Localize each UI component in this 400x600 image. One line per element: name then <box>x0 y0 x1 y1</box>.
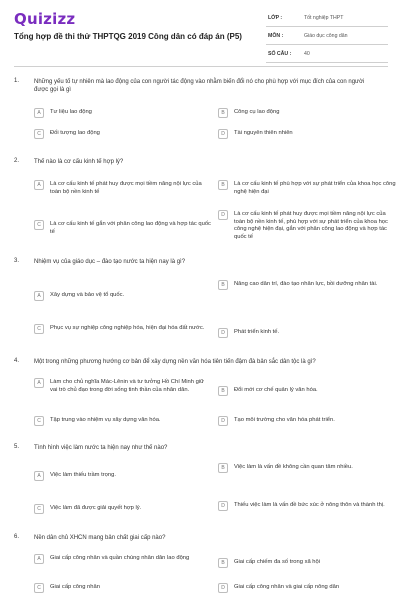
option-text: Xây dựng và bảo vệ tổ quốc. <box>50 292 125 298</box>
option-text: Giai cấp công nhân và quần chúng nhân dân lao động <box>50 555 190 561</box>
meta-row-question-count <box>266 48 388 63</box>
option-letter-box: C <box>34 583 44 593</box>
option-text: Phục vụ sự nghiệp công nghiệp hóa, hiện đại hóa đất nước. <box>50 325 205 331</box>
option-text: Thiếu việc làm là vấn đề bức xúc ở nông thôn và thành thị. <box>234 502 385 508</box>
meta-row-class <box>266 12 388 27</box>
option-letter-box: B <box>218 463 228 473</box>
option-text: Tập trung vào nhiệm vụ xây dựng văn hóa. <box>50 417 161 423</box>
question-number: 1. <box>14 78 20 84</box>
question-text: Tình hình việc làm nước ta hiện nay như thế nào? <box>34 445 168 451</box>
option-letter-box: A <box>34 291 44 301</box>
meta-label: MÔN : <box>268 33 284 39</box>
option-letter-box: A <box>34 554 44 564</box>
option-letter-box: A <box>34 378 44 388</box>
option-letter-box: D <box>218 129 228 139</box>
question-text: Nền dân chủ XHCN mang bản chất giai cấp nào? <box>34 535 166 541</box>
option-text: Là cơ cấu kinh tế gắn với phân công lao động và hợp tác quốc tế <box>50 221 211 235</box>
question-text: Những yếu tố tự nhiên mà lao động của con người tác động vào nhằm biến đổi nó cho phù hợp với mục đích của con người được gọi là gì <box>34 79 365 93</box>
option-text: Đổi mới cơ chế quản lý văn hóa. <box>234 387 318 393</box>
option-text: Nâng cao dân trí, đào tạo nhân lực, bồi dưỡng nhân tài. <box>234 281 378 287</box>
question-number: 2. <box>14 158 20 164</box>
meta-value: Giáo dục công dân <box>304 33 348 39</box>
option-text: Đối tượng lao động <box>50 130 100 136</box>
option-text: Việc làm là vấn đề không cần quan tâm nhiều. <box>234 464 353 470</box>
option-letter-box: B <box>218 280 228 290</box>
worksheet-header <box>0 0 400 66</box>
meta-label: SỐ CÂU : <box>268 51 292 57</box>
option-text: Làm cho chủ nghĩa Mác-Lênin và tư tưởng Hồ Chí Minh giữ vai trò chủ đạo trong đời sống tinh thần của nhân dân. <box>50 379 204 393</box>
option-text: Giai cấp chiếm đa số trong xã hội <box>234 559 321 565</box>
meta-label: LỚP : <box>268 15 283 21</box>
option-letter-box: D <box>218 416 228 426</box>
option-text: Giai cấp công nhân <box>50 584 100 590</box>
question-number: 5. <box>14 444 20 450</box>
option-text: Là cơ cấu kinh tế phù hợp với sự phát triển của khoa học công nghệ hiện đại <box>234 181 396 195</box>
option-text: Phát triển kinh tế. <box>234 329 280 335</box>
option-letter-box: B <box>218 386 228 396</box>
option-text: Tạo môi trường cho văn hóa phát triển. <box>234 417 335 423</box>
question-text: Nhiệm vụ của giáo dục – đào tạo nước ta hiện nay là gì? <box>34 259 186 265</box>
header-divider <box>14 66 388 67</box>
quiz-meta <box>266 12 388 66</box>
option-letter-box: A <box>34 108 44 118</box>
question-number: 4. <box>14 358 20 364</box>
option-letter-box: A <box>34 471 44 481</box>
question-text: Thế nào là cơ cấu kinh tế hợp lý? <box>34 159 124 165</box>
option-text: Công cụ lao động <box>234 109 280 115</box>
option-letter-box: D <box>218 328 228 338</box>
option-letter-box: B <box>218 108 228 118</box>
option-letter-box: C <box>34 416 44 426</box>
option-letter-box: D <box>218 501 228 511</box>
option-letter-box: D <box>218 583 228 593</box>
question-number: 3. <box>14 258 20 264</box>
option-text: Giai cấp công nhân và giai cấp nông dân <box>234 584 340 590</box>
option-text: Việc làm đã được giải quyết hợp lý. <box>50 505 142 511</box>
option-letter-box: C <box>34 129 44 139</box>
option-letter-box: C <box>34 324 44 334</box>
quizizz-logo: Quizizz <box>14 10 76 28</box>
quiz-title: Tổng hợp đề thi thử THPTQG 2019 Công dân có đáp án (P5) <box>14 32 242 41</box>
meta-value: 40 <box>304 51 310 57</box>
question-number: 6. <box>14 534 20 540</box>
option-text: Việc làm thiếu trầm trọng. <box>50 472 116 478</box>
question-text: Một trong những phương hướng cơ bản để xây dựng nền văn hóa tiên tiến đậm đà bản sắc dân tộc là gì? <box>34 359 316 365</box>
option-letter-box: A <box>34 180 44 190</box>
meta-value: Tốt nghiệp THPT <box>304 15 344 21</box>
option-text: Tài nguyên thiên nhiên <box>234 130 293 136</box>
option-text: Là cơ cấu kinh tế phát huy được mọi tiềm năng nội lực của toàn bộ nền kinh tế <box>50 181 202 195</box>
option-letter-box: B <box>218 558 228 568</box>
option-letter-box: D <box>218 210 228 220</box>
option-text: Tư liệu lao động <box>50 109 92 115</box>
option-letter-box: C <box>34 504 44 514</box>
meta-row-subject <box>266 30 388 45</box>
option-letter-box: C <box>34 220 44 230</box>
option-text: Là cơ cấu kinh tế phát huy được mọi tiềm năng nội lực của toàn bộ nền kinh tế, phù hợp với sự phát triển của khoa học công nghệ hiện đại, gắn với phân công lao động và hợp tác quốc tế <box>234 211 388 240</box>
option-letter-box: B <box>218 180 228 190</box>
